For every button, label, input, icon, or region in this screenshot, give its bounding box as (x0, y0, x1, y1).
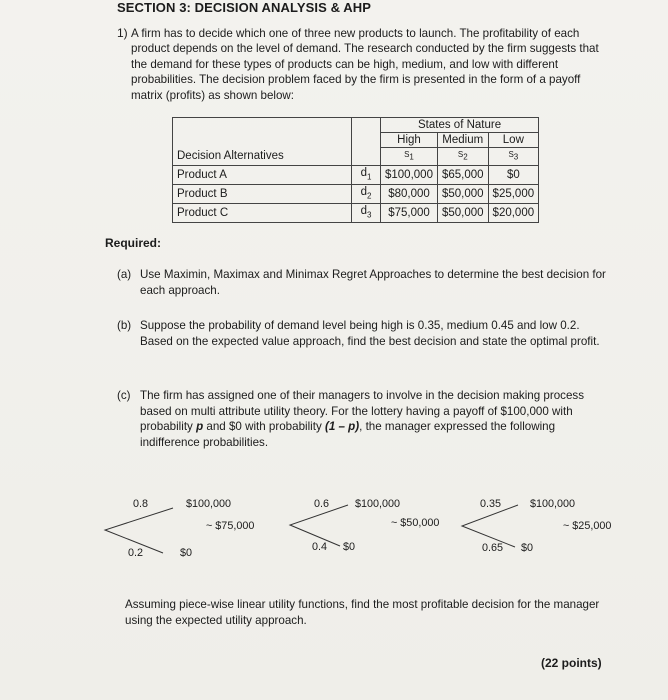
lottery-3-equivalent: ~ $25,000 (563, 520, 612, 532)
payoff-cell: $25,000 (488, 184, 539, 203)
lottery-1-p-low: 0.2 (128, 547, 144, 559)
part-b-text: Suppose the probability of demand level being high is 0.35, medium 0.45 and low 0.2. Based on the expected value approach, find the best decision and state the optimal profit. (140, 319, 600, 348)
states-header: States of Nature (381, 118, 539, 133)
alternative-name: Product C (173, 204, 352, 223)
part-b-label: (b) (117, 319, 132, 332)
payoff-cell: $65,000 (437, 165, 488, 184)
payoff-cell: $80,000 (381, 184, 438, 203)
probability-p: p (196, 420, 204, 434)
required-label: Required: (105, 236, 162, 250)
level-low: Low (488, 133, 539, 148)
lottery-3-p-high: 0.35 (480, 498, 502, 510)
lottery-2-equivalent: ~ $50,000 (391, 517, 440, 529)
lottery-2-high: $100,000 (355, 498, 401, 510)
part-a-text: Use Maximin, Maximax and Minimax Regret Approaches to determine the best decision for each approach. (140, 268, 606, 297)
part-c-text-3: , the manager expressed the following indifference probabilities. (140, 420, 556, 449)
state-code: $S_2$ (437, 148, 488, 166)
probability-one-minus-p: (1 – p) (324, 420, 360, 434)
state-code: $S_3$ (488, 148, 539, 166)
lottery-3-high: $100,000 (530, 498, 576, 510)
state-code: $S_1$ (381, 148, 438, 166)
level-medium: Medium (437, 133, 488, 148)
lottery-1-equivalent: ~ $75,000 (206, 520, 255, 532)
lottery-3-low: $0 (521, 542, 534, 554)
part-c-label: (c) (117, 389, 131, 402)
payoff-cell: $75,000 (381, 204, 438, 223)
alternative-code: $d_1$ (352, 165, 381, 184)
lottery-1-high: $100,000 (186, 498, 232, 510)
lottery-1-p-high: 0.8 (133, 498, 149, 510)
payoff-cell: $50,000 (437, 204, 488, 223)
payoff-cell: $0 (488, 165, 539, 184)
section-heading: SECTION 3: DECISION ANALYSIS & AHP (117, 0, 372, 15)
payoff-cell: $100,000 (381, 165, 438, 184)
level-high: High (381, 133, 438, 148)
lottery-2-p-low: 0.4 (312, 541, 328, 553)
part-c-text-1: The firm has assigned one of their managers to involve in the decision making process based on multi attribute utility theory. For the lottery having a payoff of $100,000 with probability (140, 389, 585, 434)
final-instruction: Assuming piece-wise linear utility functions, find the most profitable decision for the manager using the expected utility approach. (125, 598, 600, 627)
part-a-label: (a) (117, 268, 132, 281)
alternative-code: $d_3$ (352, 204, 381, 223)
question-intro: A firm has to decide which one of three new products to launch. The profitability of each product depends on the level of demand. The research conducted by the firm suggests that the demand for these types of products can be high, medium, and low with different probabilities. The decision problem faced by the firm is presented in the form of a payoff matrix (profits) as shown below: (131, 27, 599, 102)
lottery-2-low: $0 (343, 541, 356, 553)
part-c-text-2: and $0 with probability (203, 420, 325, 434)
lottery-3-p-low: 0.65 (482, 542, 504, 554)
lottery-2-p-high: 0.6 (314, 498, 330, 510)
alternative-name: Product A (173, 165, 352, 184)
payoff-cell: $20,000 (488, 204, 539, 223)
alternative-name: Product B (173, 184, 352, 203)
alternative-code: $d_2$ (352, 184, 381, 203)
row-header: Decision Alternatives (173, 148, 352, 166)
question-number: 1) (117, 26, 128, 40)
lottery-2-branches (290, 505, 348, 546)
points-label: (22 points) (541, 656, 602, 670)
payoff-cell: $50,000 (437, 184, 488, 203)
lottery-3-branches (462, 505, 518, 547)
lottery-1-low: $0 (180, 547, 193, 559)
